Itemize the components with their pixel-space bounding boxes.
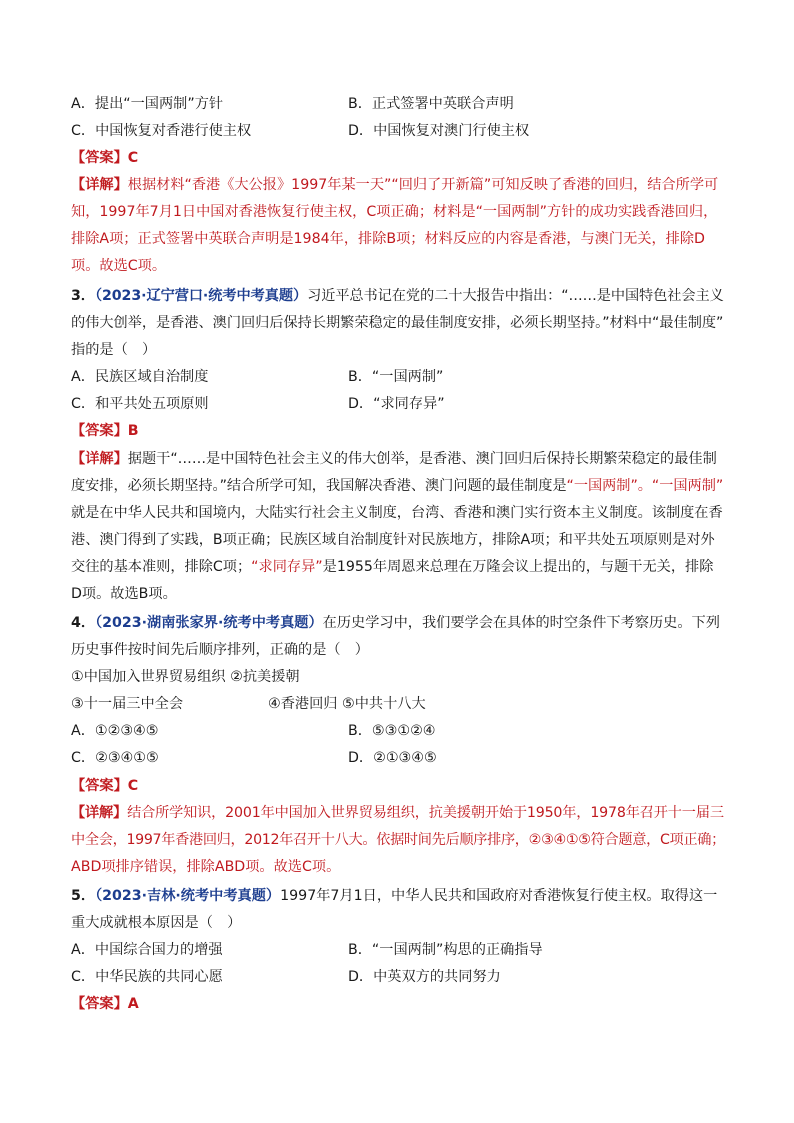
q3-option-b: B．“一国两制”	[348, 369, 444, 385]
q3-detail-line-5: 交往的基本准则，排除C项；“求同存异”是1955年周恩来总理在万隆会议上提出的，与题干无关，排除	[71, 559, 714, 575]
question-number: 4．	[71, 615, 96, 631]
q4-option-d: D．②①③④⑤	[348, 750, 437, 766]
q3-stem-line-1: 3．（2023·辽宁营口·统考中考真题）习近平总书记在党的二十大报告中指出：“……是中国特色社会主义	[71, 288, 724, 304]
q4-answer	[71, 776, 138, 796]
q3-option-d: D．“求同存异”	[348, 396, 445, 412]
q4-detail-line-2: 中全会，1997年香港回归，2012年召开十八大。依据时间先后顺序排序，②③④①⑤符合题意，C项正确；	[71, 832, 725, 848]
q3-detail-line-4: 港、澳门得到了实践，B项正确；民族区域自治制度针对民族地方，排除A项；和平共处五项原则是对外	[71, 532, 715, 548]
answer-label: 【答案】	[71, 423, 128, 439]
question-source: （2023·吉林·统考中考真题）	[95, 888, 281, 904]
q4-detail-line-3: ABD项排序错误，排除ABD项。故选C项。	[71, 859, 341, 875]
detail-label: 【详解】	[71, 177, 128, 193]
detail-label: 【详解】	[71, 805, 128, 821]
answer-letter: A	[127, 996, 139, 1012]
q2-detail-line-4: 项。故选C项。	[71, 258, 167, 274]
q4-stem-line-2: 历史事件按时间先后顺序排列，正确的是（ ）	[71, 642, 369, 658]
q5-option-a: A．中国综合国力的增强	[71, 942, 223, 958]
q4-items-line-2a: ③十一届三中全会	[71, 696, 184, 712]
q3-detail-line-2: 度安排，必须长期坚持。”结合所学可知，我国解决香港、澳门问题的最佳制度是“一国两制”。“一国两制”	[71, 478, 724, 494]
q3-answer	[71, 421, 139, 441]
detail-label: 【详解】	[71, 451, 128, 467]
q5-option-d: D．中英双方的共同努力	[348, 969, 501, 985]
answer-label: 【答案】	[71, 996, 128, 1012]
q5-option-c: C．中华民族的共同心愿	[71, 969, 223, 985]
q4-items-line-2b: ④香港回归 ⑤中共十八大	[268, 696, 426, 712]
q4-stem-line-1: 4．（2023·湖南张家界·统考中考真题）在历史学习中，我们要学会在具体的时空条件下考察历史。下列	[71, 615, 720, 631]
q2-option-b: B．正式签署中英联合声明	[348, 96, 514, 112]
q2-detail-line-2: 知，1997年7月1日中国对香港恢复行使主权，C项正确；材料是“一国两制”方针的成功实践香港回归，	[71, 204, 718, 220]
q4-items-line-1: ①中国加入世界贸易组织 ②抗美援朝	[71, 669, 300, 685]
answer-letter: C	[127, 150, 139, 166]
q2-option-a: A．提出“一国两制”方针	[71, 96, 224, 112]
q5-option-b: B．“一国两制”构思的正确指导	[348, 942, 543, 958]
q3-stem-line-3: 指的是（ ）	[71, 342, 157, 358]
q2-detail-line-1: 【详解】根据材料“香港《大公报》1997年某一天”“回归了开新篇”可知反映了香港的回归，结合所学可	[71, 177, 719, 193]
q5-stem-line-2: 重大成就根本原因是（ ）	[71, 915, 242, 931]
q5-answer	[71, 994, 139, 1014]
q4-option-a: A．①②③④⑤	[71, 723, 159, 739]
question-source: （2023·湖南张家界·统考中考真题）	[95, 615, 323, 631]
answer-label: 【答案】	[71, 778, 128, 794]
q3-detail-line-6: D项。故选B项。	[71, 586, 177, 602]
question-number: 3．	[71, 288, 95, 304]
q3-option-a: A．民族区域自治制度	[71, 369, 209, 385]
q4-option-c: C．②③④①⑤	[71, 750, 159, 766]
q4-option-b: B．⑤③①②④	[348, 723, 436, 739]
question-number: 5．	[71, 888, 96, 904]
q4-detail-line-1: 【详解】结合所学知识，2001年中国加入世界贸易组织，抗美援朝开始于1950年，1978年召开十一届三	[71, 805, 724, 821]
q3-stem-line-2: 的伟大创举，是香港、澳门回归后保持长期繁荣稳定的最佳制度安排，必须长期坚持。”材料中“最佳制度”	[71, 315, 724, 331]
q5-stem-line-1: 5．（2023·吉林·统考中考真题）1997年7月1日，中华人民共和国政府对香港恢复行使主权。取得这一	[71, 888, 718, 904]
q2-option-d: D．中国恢复对澳门行使主权	[348, 123, 530, 139]
question-source: （2023·辽宁营口·统考中考真题）	[94, 288, 308, 304]
q3-option-c: C．和平共处五项原则	[71, 396, 209, 412]
q2-option-c: C．中国恢复对香港行使主权	[71, 123, 252, 139]
q2-detail-line-3: 排除A项；正式签署中英联合声明是1984年，排除B项；材料反应的内容是香港，与澳门无关，排除D	[71, 231, 705, 247]
answer-letter: B	[127, 423, 139, 439]
answer-letter: C	[127, 778, 139, 794]
q2-answer	[71, 148, 138, 168]
q3-detail-line-1: 【详解】据题干“……是中国特色社会主义的伟大创举，是香港、澳门回归后保持长期繁荣稳定的最佳制	[71, 451, 717, 467]
q3-detail-line-3: 就是在中华人民共和国境内，大陆实行社会主义制度，台湾、香港和澳门实行资本主义制度。该制度在香	[71, 505, 723, 521]
answer-label: 【答案】	[71, 150, 128, 166]
